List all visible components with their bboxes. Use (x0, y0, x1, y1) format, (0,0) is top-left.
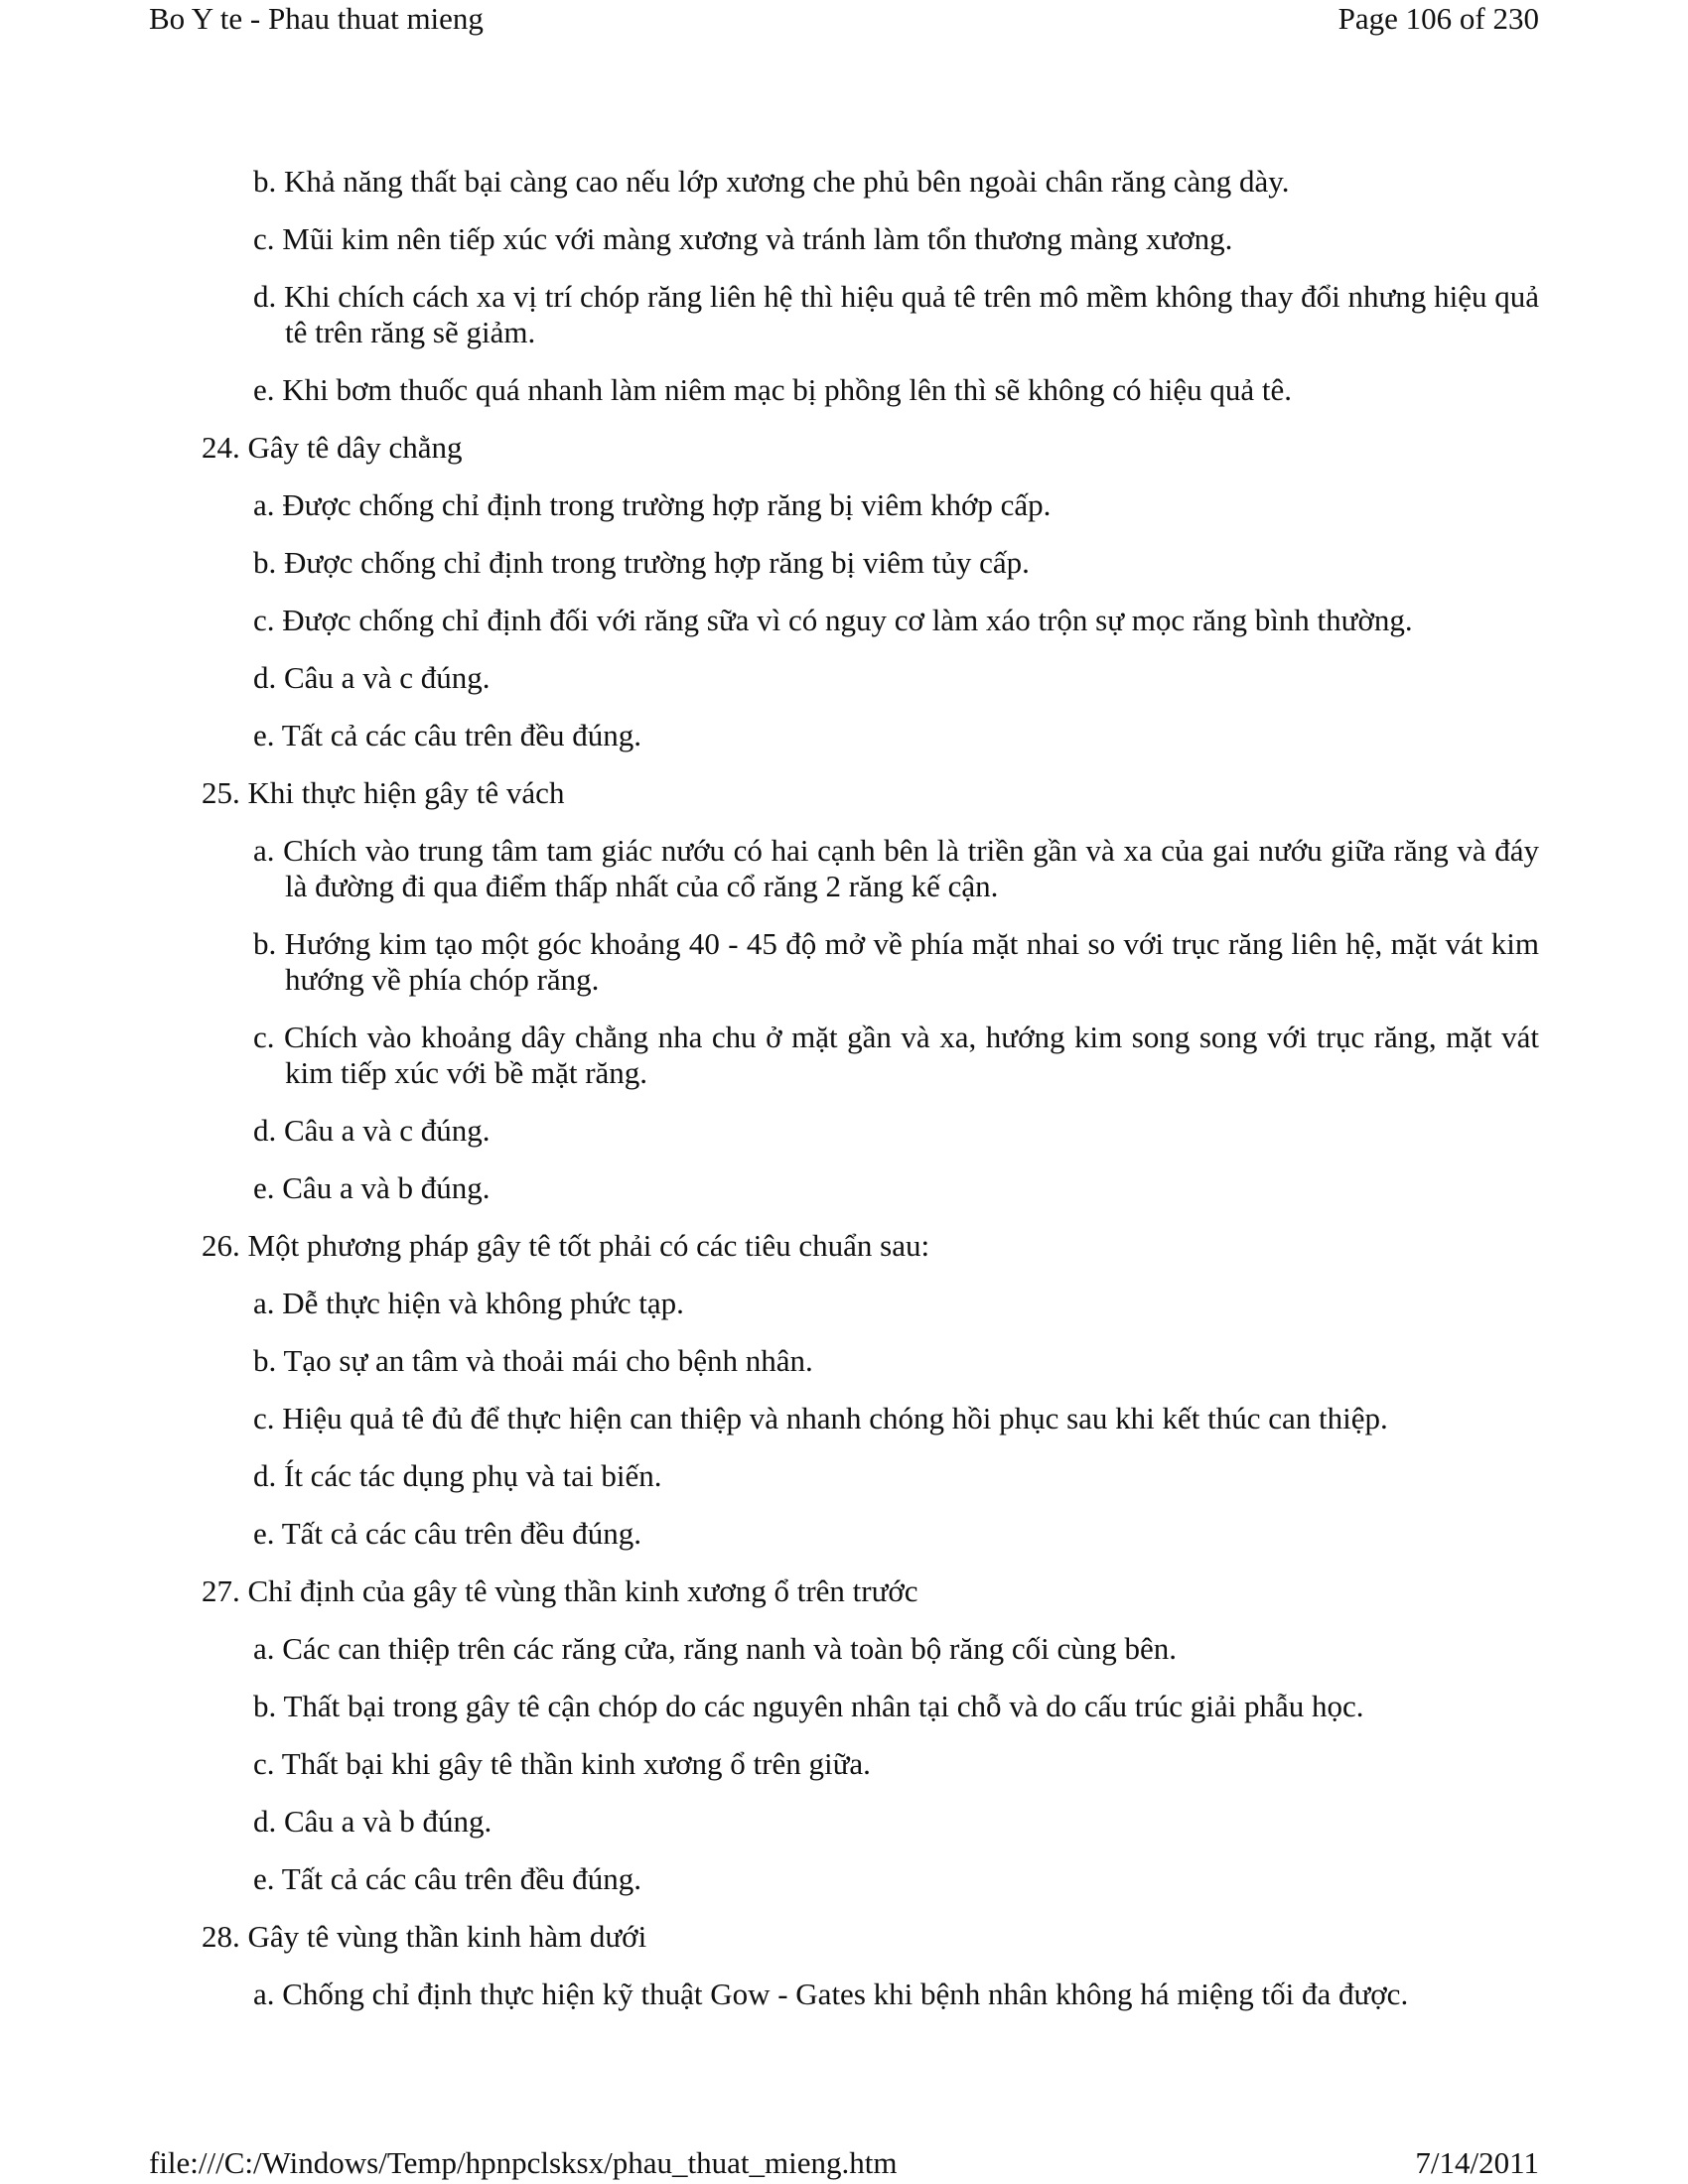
question-27-option-a: a. Các can thiệp trên các răng cửa, răng nanh và toàn bộ răng cối cùng bên. (253, 1631, 1178, 1666)
page-number: Page 106 of 230 (1337, 1, 1539, 36)
question-28-option-a: a. Chống chỉ định thực hiện kỹ thuật Gow - Gates khi bệnh nhân không há miệng tối đa được. (253, 1977, 1409, 2011)
question-27-option-b: b. Thất bại trong gây tê cận chóp do các nguyên nhân tại chỗ và do cấu trúc giải phẫu học. (253, 1689, 1364, 1723)
question-26-option-c: c. Hiệu quả tê đủ để thực hiện can thiệp và nhanh chóng hồi phục sau khi kết thúc can thiệp. (253, 1401, 1388, 1435)
question-24-option-e: e. Tất cả các câu trên đều đúng. (253, 718, 642, 752)
file-path: file:///C:/Windows/Temp/hpnpclsksx/phau_thuat_mieng.htm (149, 2145, 898, 2180)
question-23-option-d: d. Khi chích cách xa vị trí chóp răng liên hệ thì hiệu quả tê trên mô mềm không thay đổi nhưng hiệu quả tê trên răng sẽ giảm. (253, 279, 1539, 349)
page-header (149, 0, 1539, 40)
question-25: 25. Khi thực hiện gây tê vách (202, 775, 565, 810)
question-23-option-e: e. Khi bơm thuốc quá nhanh làm niêm mạc bị phồng lên thì sẽ không có hiệu quả tê. (253, 372, 1293, 407)
question-24-option-c: c. Được chống chỉ định đối với răng sữa vì có nguy cơ làm xáo trộn sự mọc răng bình thường. (253, 603, 1413, 637)
question-27-option-c: c. Thất bại khi gây tê thần kinh xương ổ trên giữa. (253, 1746, 871, 1781)
question-26-option-b: b. Tạo sự an tâm và thoải mái cho bệnh nhân. (253, 1343, 813, 1378)
question-24-option-d: d. Câu a và c đúng. (253, 660, 491, 695)
question-27-option-e: e. Tất cả các câu trên đều đúng. (253, 1861, 642, 1896)
document-body (202, 164, 1539, 2034)
question-24: 24. Gây tê dây chằng (202, 430, 463, 465)
document-title: Bo Y te - Phau thuat mieng (149, 1, 484, 36)
question-24-option-a: a. Được chống chỉ định trong trường hợp răng bị viêm khớp cấp. (253, 487, 1052, 522)
question-27-option-d: d. Câu a và b đúng. (253, 1804, 492, 1839)
question-26-option-e: e. Tất cả các câu trên đều đúng. (253, 1516, 642, 1551)
question-25-option-e: e. Câu a và b đúng. (253, 1170, 491, 1205)
question-24-option-b: b. Được chống chỉ định trong trường hợp răng bị viêm tủy cấp. (253, 545, 1030, 580)
question-23-option-b: b. Khả năng thất bại càng cao nếu lớp xương che phủ bên ngoài chân răng càng dày. (253, 164, 1290, 199)
question-26-option-d: d. Ít các tác dụng phụ và tai biến. (253, 1458, 662, 1493)
question-25-option-d: d. Câu a và c đúng. (253, 1113, 491, 1148)
question-23-option-c: c. Mũi kim nên tiếp xúc với màng xương và tránh làm tổn thương màng xương. (253, 221, 1233, 256)
print-date: 7/14/2011 (1415, 2145, 1539, 2180)
question-27: 27. Chỉ định của gây tê vùng thần kinh xương ổ trên trước (202, 1573, 918, 1608)
question-25-option-b: b. Hướng kim tạo một góc khoảng 40 - 45 độ mở về phía mặt nhai so với trục răng liên hệ, mặt vát kim hướng về phía chóp răng. (253, 926, 1539, 997)
question-28: 28. Gây tê vùng thần kinh hàm dưới (202, 1919, 647, 1954)
question-25-option-a: a. Chích vào trung tâm tam giác nướu có hai cạnh bên là triền gần và xa của gai nướu giữa răng và đáy là đường đi qua điểm thấp nhất của cổ răng 2 răng kế cận. (253, 833, 1539, 903)
question-26: 26. Một phương pháp gây tê tốt phải có các tiêu chuẩn sau: (202, 1228, 930, 1263)
question-25-option-c: c. Chích vào khoảng dây chằng nha chu ở mặt gần và xa, hướng kim song song với trục răng, mặt vát kim tiếp xúc với bề mặt răng. (253, 1020, 1539, 1090)
question-26-option-a: a. Dễ thực hiện và không phức tạp. (253, 1286, 684, 1320)
